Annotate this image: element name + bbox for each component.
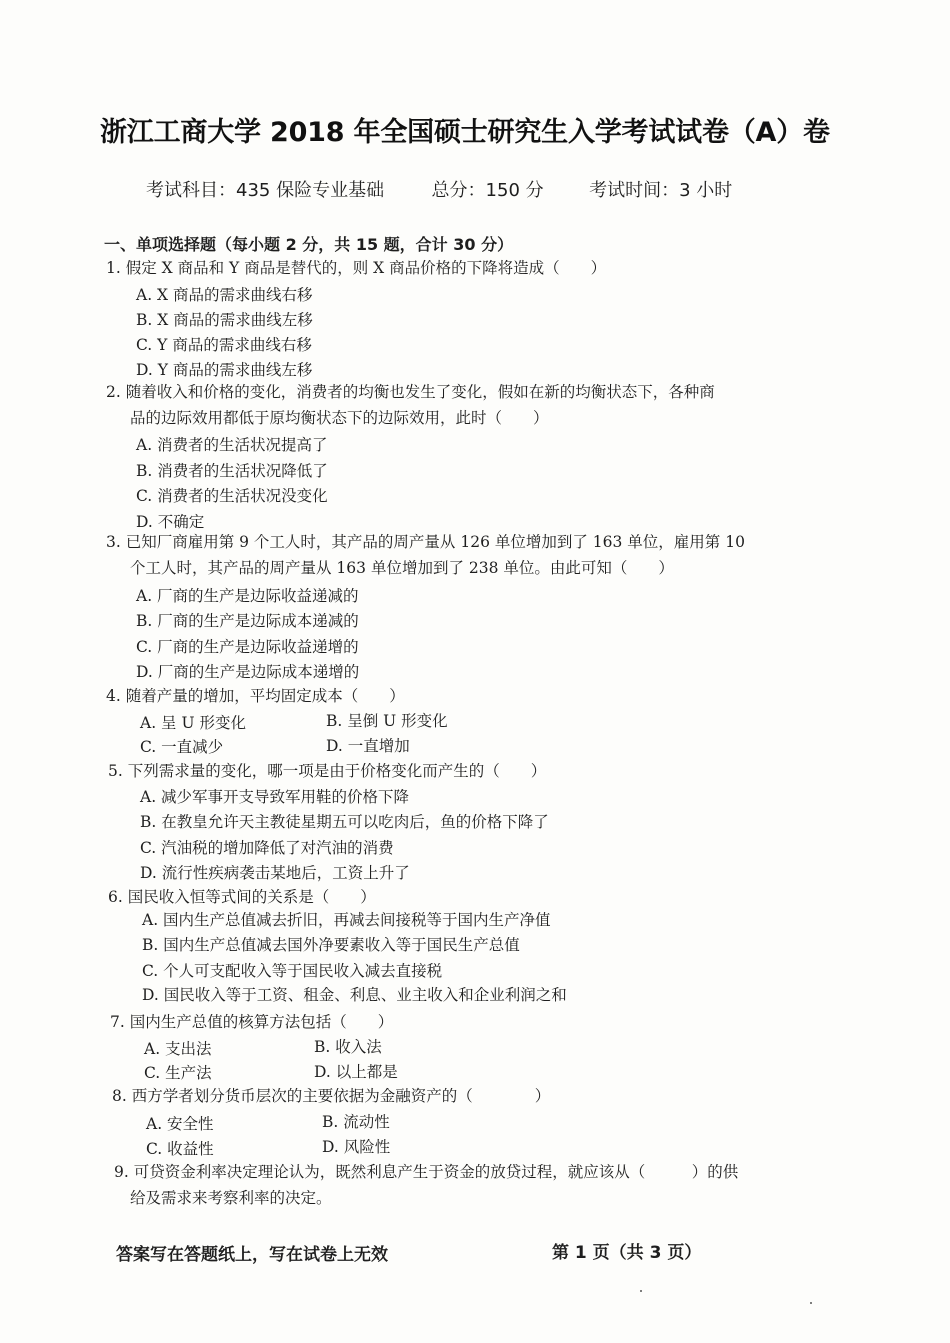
q6-option-b: B. 国内生产总值减去国外净要素收入等于国民生产总值 bbox=[142, 936, 520, 954]
q8-option-b: B. 流动性 bbox=[322, 1113, 390, 1131]
footer-note: 答案写在答题纸上，写在试卷上无效 bbox=[116, 1245, 388, 1265]
page-number: 第 1 页（共 3 页） bbox=[552, 1243, 702, 1263]
q7-option-d: D. 以上都是 bbox=[314, 1063, 398, 1081]
q4-option-d: D. 一直增加 bbox=[326, 737, 410, 755]
q8-option-d: D. 风险性 bbox=[322, 1138, 391, 1156]
q4-option-a: A. 呈 U 形变化 bbox=[140, 714, 246, 732]
question-9-line-1: 9. 可贷资金利率决定理论认为，既然利息产生于资金的放贷过程，就应该从（ ）的供 bbox=[114, 1163, 739, 1181]
q6-option-c: C. 个人可支配收入等于国民收入减去直接税 bbox=[142, 962, 443, 980]
q2-option-b: B. 消费者的生活状况降低了 bbox=[136, 462, 328, 480]
question-4: 4. 随着产量的增加，平均固定成本（ ） bbox=[106, 687, 405, 705]
scan-speck bbox=[640, 1290, 642, 1292]
exam-total-score: 总分：150 分 bbox=[431, 180, 544, 201]
q8-option-a: A. 安全性 bbox=[146, 1115, 214, 1133]
q7-option-b: B. 收入法 bbox=[314, 1038, 382, 1056]
q4-option-c: C. 一直减少 bbox=[140, 738, 224, 756]
q3-option-d: D. 厂商的生产是边际成本递增的 bbox=[136, 663, 360, 681]
question-7: 7. 国内生产总值的核算方法包括（ ） bbox=[110, 1013, 394, 1031]
q1-option-b: B. X 商品的需求曲线左移 bbox=[136, 311, 313, 329]
q2-option-a: A. 消费者的生活状况提高了 bbox=[136, 436, 328, 454]
q3-option-c: C. 厂商的生产是边际收益递增的 bbox=[136, 638, 359, 656]
q3-option-a: A. 厂商的生产是边际收益递减的 bbox=[136, 587, 359, 605]
exam-info bbox=[146, 176, 732, 202]
q2-option-c: C. 消费者的生活状况没变化 bbox=[136, 487, 328, 505]
q7-option-a: A. 支出法 bbox=[144, 1040, 212, 1058]
question-2-line-2: 品的边际效用都低于原均衡状态下的边际效用，此时（ ） bbox=[130, 409, 549, 427]
question-5: 5. 下列需求量的变化，哪一项是由于价格变化而产生的（ ） bbox=[108, 762, 547, 780]
q2-option-d: D. 不确定 bbox=[136, 513, 205, 531]
question-3-line-2: 个工人时，其产品的周产量从 163 单位增加到了 238 单位。由此可知（ ） bbox=[130, 559, 674, 577]
question-1: 1. 假定 X 商品和 Y 商品是替代的，则 X 商品价格的下降将造成（ ） bbox=[106, 259, 607, 277]
question-3-line-1: 3. 已知厂商雇用第 9 个工人时，其产品的周产量从 126 单位增加到了 163 单位，雇用第 10 bbox=[106, 533, 745, 551]
q5-option-b: B. 在教皇允许天主教徒星期五可以吃肉后，鱼的价格下降了 bbox=[140, 813, 549, 831]
question-9-line-2: 给及需求来考察利率的决定。 bbox=[130, 1189, 332, 1207]
q5-option-d: D. 流行性疾病袭击某地后，工资上升了 bbox=[140, 864, 410, 882]
section-heading: 一、单项选择题（每小题 2 分，共 15 题，合计 30 分） bbox=[104, 235, 514, 254]
question-8: 8. 西方学者划分货币层次的主要依据为金融资产的（ ） bbox=[112, 1087, 551, 1105]
q1-option-c: C. Y 商品的需求曲线右移 bbox=[136, 336, 312, 354]
question-2-line-1: 2. 随着收入和价格的变化，消费者的均衡也发生了变化，假如在新的均衡状态下，各种商 bbox=[106, 383, 715, 401]
q1-option-a: A. X 商品的需求曲线右移 bbox=[136, 286, 313, 304]
exam-subject: 考试科目：435 保险专业基础 bbox=[146, 180, 385, 201]
question-6: 6. 国民收入恒等式间的关系是（ ） bbox=[108, 888, 376, 906]
q7-option-c: C. 生产法 bbox=[144, 1064, 212, 1082]
q5-option-c: C. 汽油税的增加降低了对汽油的消费 bbox=[140, 839, 394, 857]
q6-option-a: A. 国内生产总值减去折旧，再减去间接税等于国内生产净值 bbox=[142, 911, 551, 929]
q8-option-c: C. 收益性 bbox=[146, 1140, 214, 1158]
exam-time: 考试时间：3 小时 bbox=[589, 180, 733, 201]
q4-option-b: B. 呈倒 U 形变化 bbox=[326, 712, 448, 730]
q6-option-d: D. 国民收入等于工资、租金、利息、业主收入和企业利润之和 bbox=[142, 986, 567, 1004]
q3-option-b: B. 厂商的生产是边际成本递减的 bbox=[136, 612, 359, 630]
q5-option-a: A. 减少军事开支导致军用鞋的价格下降 bbox=[140, 788, 410, 806]
q1-option-d: D. Y 商品的需求曲线左移 bbox=[136, 361, 313, 379]
page-title: 浙江工商大学 2018 年全国硕士研究生入学考试试卷（A）卷 bbox=[100, 117, 830, 148]
scan-speck bbox=[810, 1302, 812, 1304]
